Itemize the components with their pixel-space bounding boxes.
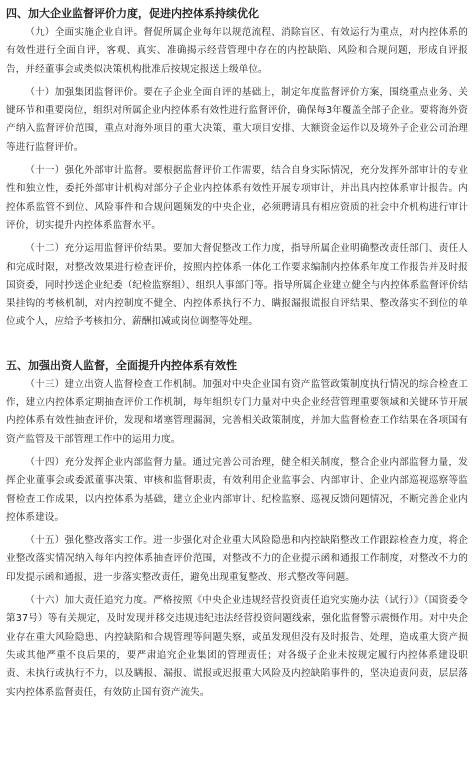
section-spacer (6, 337, 468, 357)
paragraph: （十三）建立出资人监督检查工作机制。加强对中央企业国有资产监管政策制度执行情况的综合检查工作，建立内控体系定期抽查评价工作机制，每年组织专门力量对中央企业经营管理重要领域和关键环节开展内控体系有效性抽查评价，发现和堵塞管理漏洞，完善相关政策制度，并加大监督检查工作结果在各项国有资产监管及干部管理工作中的运用力度。 (6, 378, 468, 445)
paragraph: （十五）强化整改落实工作。进一步强化对企业重大风险隐患和内控缺陷整改工作跟踪检查力度，将企业整改落实情况纳入每年内控体系抽查评价范围，对整改不力的企业提示函和通报工作制度，对整改不力的印发提示函和通报，进一步落实整改责任，避免出现重复整改、形式整改等问题。 (6, 535, 468, 583)
paragraph: （十六）加大责任追究力度。严格按照《中央企业违规经营投资责任追究实施办法（试行）》（国资委令第37号）等有关规定，及时发现并移交违规违纪违法经营投资问题线索，强化监督警示震慑作用。对中央企业存在重大风险隐患、内控缺陷和合规管理等问题失察，或虽发现但没有及时报告、处理，造成重大资产损失或其他严重不良后果的，要严肃追究企业集团的管理责任；对各级子企业未按规定履行内控体系建设职责、未执行或执行不力，以及瞒报、漏报、谎报或迟报重大风险及内控缺陷事件的，坚决追责问责，层层落实内控体系监督责任，有效防止国有资产流失。 (6, 595, 468, 698)
section-heading: 四、加大企业监督评价力度，促进内控体系持续优化 (6, 7, 259, 20)
paragraph: （十一）强化外部审计监督。要根据监督评价工作需要，结合自身实际情况，充分发挥外部审计的专业性和独立性，委托外部审计机构对部分子企业内控体系有效性开展专项审计，并出具内控体系审计报告。内控体系监管不到位、风险事件和合规问题频发的中央企业，必须聘请具有相应资质的社会中介机构进行审计评价，切实提升内控体系监督水平。 (6, 165, 468, 231)
section-heading: 五、加强出资人监督，全面提升内控体系有效性 (6, 358, 237, 372)
paragraph: （十）加强集团监督评价。要在子企业全面自评的基础上，制定年度监督评价方案，围绕重点业务、关键环节和重要岗位，组织对所属企业内控体系有效性进行监督评价，确保每3年覆盖全部子企业。要将海外资产纳入监督评价范围，重点对海外项目的重大决策、重大项目安排、大额资金运作以及境外子企业公司治理等进行监督评价。 (6, 86, 468, 153)
paragraph: （九）全面实施企业自评。督促所属企业每年以规范流程、消除盲区、有效运行为重点，对内控体系的有效性进行全面自评，客观、真实、准确揭示经营管理中存在的内控缺陷、风险和合规问题，形成自评报告，并经董事会或类似决策机构批准后按规定报送上级单位。 (6, 27, 468, 75)
paragraph: （十四）充分发挥企业内部监督力量。通过完善公司治理，健全相关制度，整合企业内部监督力量，发挥企业董事会或委派董事决策、审核和监督职责，有效利用企业监事会、内部审计、企业内部巡视巡察等监督检查工作成果，以内控体系为基础，建立企业内部审计、纪检监察、巡视反馈问题情况，不断完善企业内控体系建设。 (6, 456, 468, 523)
paragraph: （十二）充分运用监督评价结果。要加大督促整改工作力度，指导所属企业明确整改责任部门、责任人和完成时限，对整改效果进行检查评价，按照内控体系一体化工作要求编制内控体系年度工作报告并及时报国资委，同时抄送企业纪委（纪检监察组）、组织人事部门等。指导所属企业建立健全与内控体系监督评价结果挂钩的考核机制，对内控制度不健全、内控体系执行不力、瞒报漏报谎报自评结果、整改落实不到位的单位或个人，应给予考核扣分、薪酬扣减或岗位调整等处理。 (6, 243, 468, 328)
